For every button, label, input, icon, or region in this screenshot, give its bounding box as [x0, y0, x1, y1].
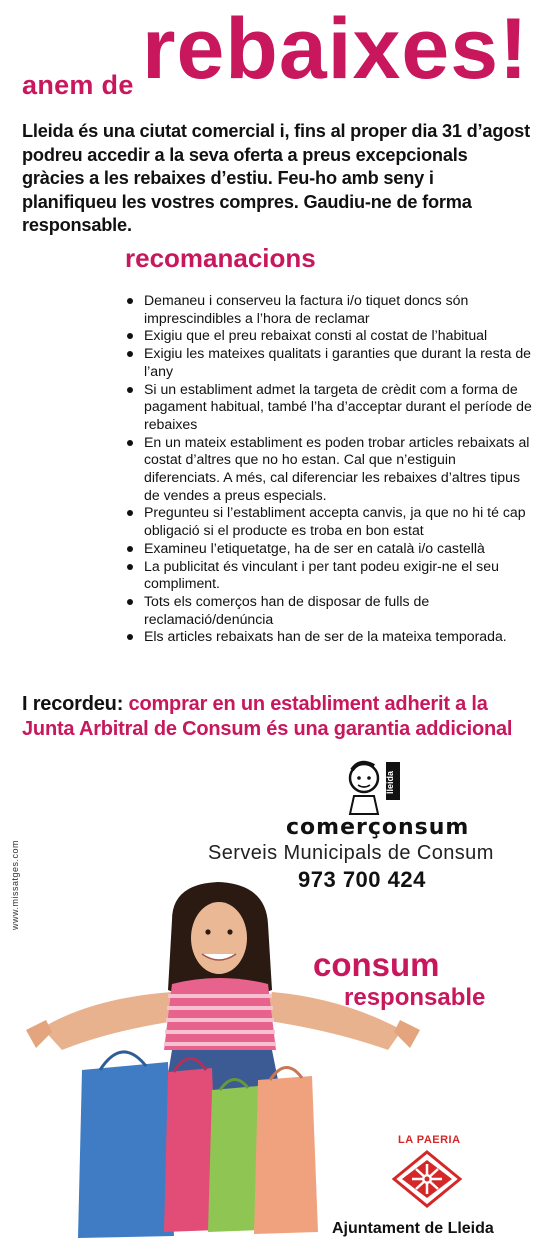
list-item: Si un establiment admet la targeta de crèdit com a forma de pagament habitual, també l’ha d’acceptar durant el període de rebaixes: [124, 381, 534, 434]
list-item: Els articles rebaixats han de ser de la mateixa temporada.: [124, 628, 534, 646]
list-item: Pregunteu si l’establiment accepta canvis, ja que no hi té cap obligació si el producte es troba en bon estat: [124, 504, 534, 539]
service-name: Serveis Municipals de Consum: [208, 842, 494, 864]
list-item: Exigiu les mateixes qualitats i garanties que durant la resta de l’any: [124, 345, 534, 380]
paeria-label: LA PAERIA: [398, 1134, 461, 1146]
recommendations-title: recomanacions: [125, 243, 316, 273]
remember-text: comprar en un establiment adherit a la Junta Arbitral de Consum és una garantia addicional: [22, 693, 513, 740]
slogan-line-1: consum: [313, 946, 440, 983]
ajuntament-name: Ajuntament de Lleida: [332, 1220, 494, 1237]
comerconsum-logo-icon: [338, 756, 412, 816]
slogan-line-2: responsable: [344, 984, 486, 1011]
header-title: rebaixes!: [142, 1, 529, 97]
list-item: En un mateix establiment es poden trobar articles rebaixats al costat d’altres que no ho estan. Cal que n’estiguin diferenciats. A més, cal diferenciar les rebaixes d’altres tipus de vendes a preus especials.: [124, 434, 534, 505]
remember-lead: I recordeu:: [22, 693, 129, 715]
list-item: Demaneu i conserveu la factura i/o tiquet doncs són imprescindibles a l’hora de reclamar: [124, 292, 534, 327]
header-prefix: anem de: [22, 70, 134, 100]
list-item: La publicitat és vinculant i per tant podeu exigir-ne el seu compliment.: [124, 558, 534, 593]
credit-text: www.missatges.com: [10, 839, 20, 930]
remember-note: [22, 692, 532, 742]
woman-with-shopping-bags-image: [22, 880, 452, 1240]
list-item: Tots els comerços han de disposar de fulls de reclamació/denúncia: [124, 593, 534, 628]
logo-wordmark: comerçonsum: [286, 815, 470, 840]
service-phone: 973 700 424: [298, 867, 426, 892]
list-item: Exigiu que el preu rebaixat consti al costat de l’habitual: [124, 327, 534, 345]
intro-paragraph: Lleida és una ciutat comercial i, fins al proper dia 31 d’agost podreu accedir a la seva oferta a preus excepcionals gràcies a les rebaixes d’estiu. Feu-ho amb seny i planifiqueu les vostres compres. Gaudiu-ne de forma responsable.: [22, 121, 530, 235]
list-item: Examineu l’etiquetatge, ha de ser en català i/o castellà: [124, 540, 534, 558]
paeria-emblem-icon: [392, 1150, 462, 1208]
logo-tag: lleida: [385, 770, 395, 794]
recommendations-list: [124, 292, 534, 646]
